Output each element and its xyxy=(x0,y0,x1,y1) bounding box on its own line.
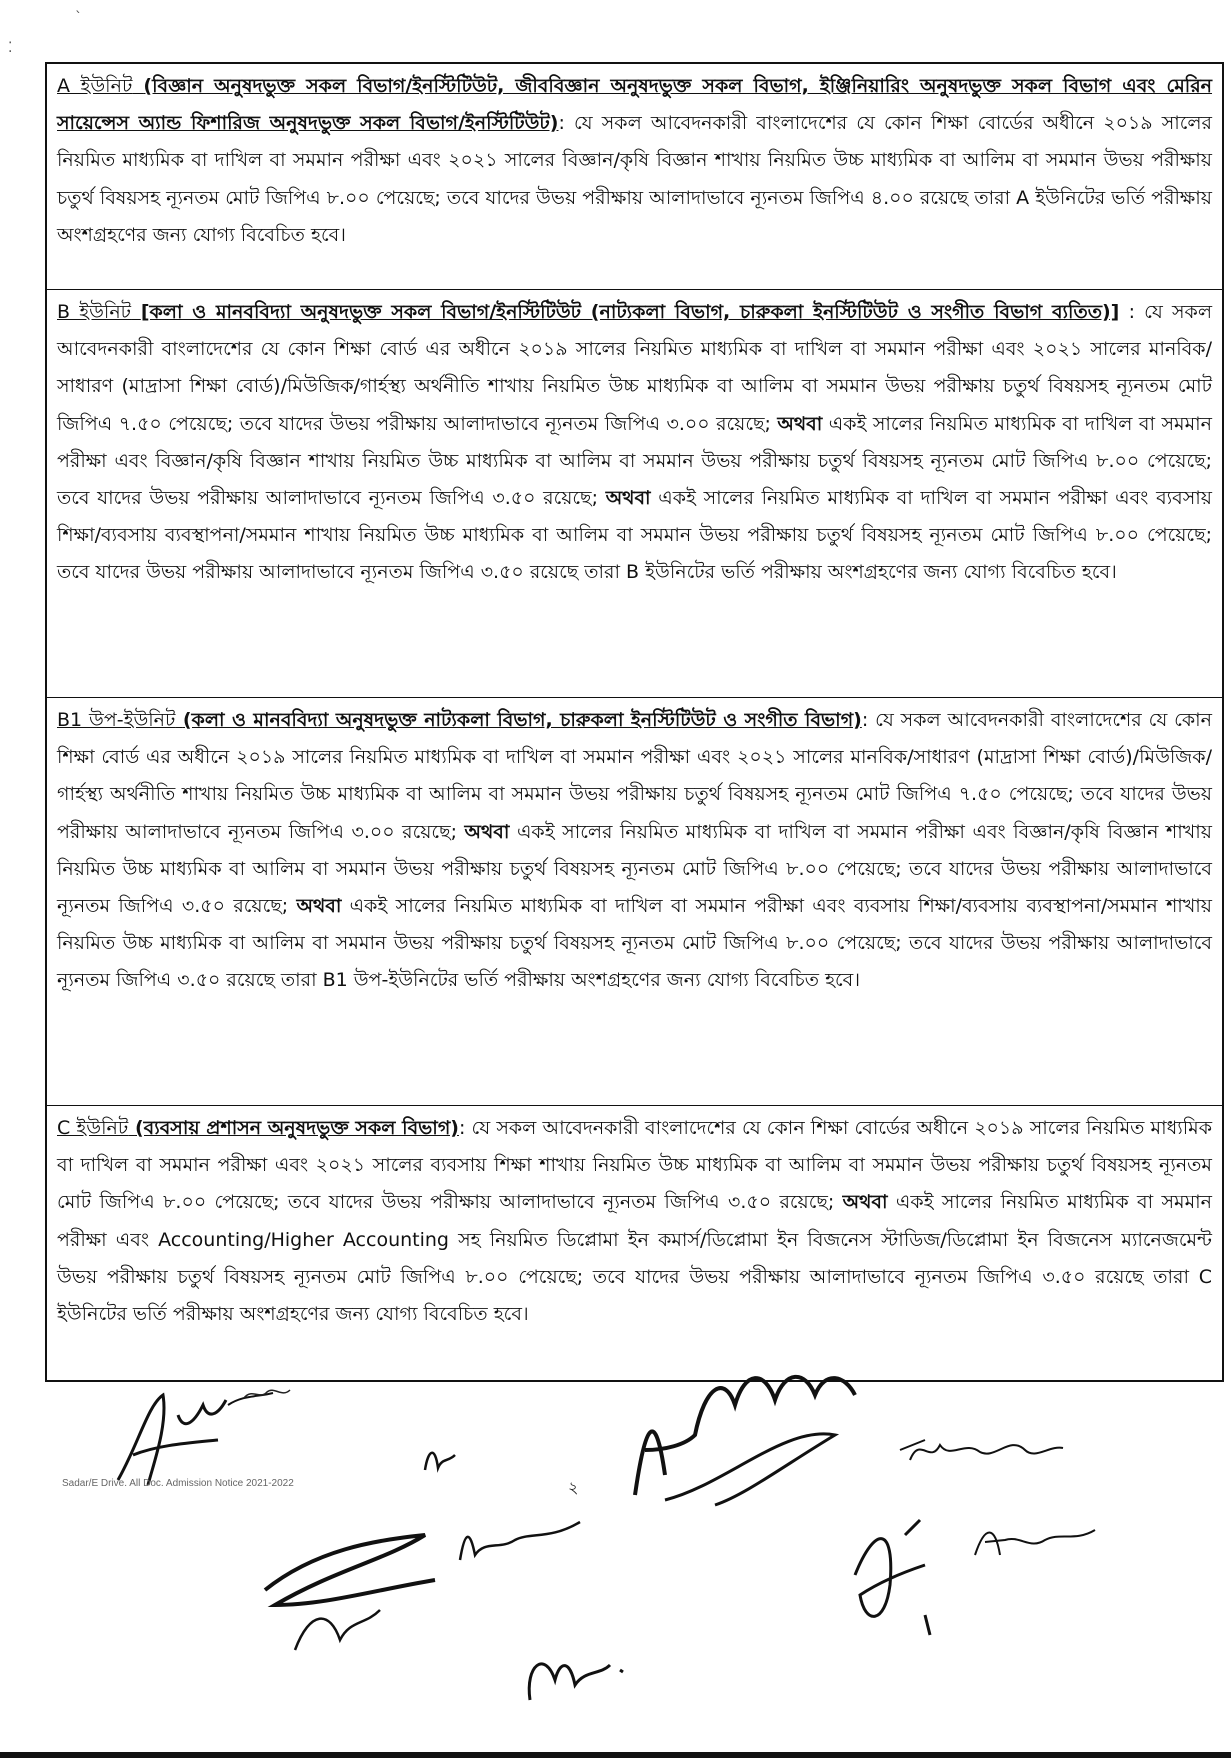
eligibility-table xyxy=(45,62,1224,1382)
signature-bottom-right xyxy=(835,1515,945,1649)
unit-b-or-1: অথবা xyxy=(777,412,823,435)
unit-b1-title xyxy=(57,709,862,731)
signature-bottom-mid-1 xyxy=(455,1510,585,1574)
unit-b-title xyxy=(57,301,1119,323)
unit-b1-title-lead: B1 উপ-ইউনিট xyxy=(57,709,176,731)
unit-b-title-body: [কলা ও মানববিদ্যা অনুষদভুক্ত সকল বিভাগ/ইনস্টিটিউট (নাট্যকলা বিভাগ, চারুকলা ইনস্টিটিউট ও সংগীত বিভাগ ব্যতিত)] xyxy=(140,301,1120,323)
scan-bottom-edge xyxy=(0,1752,1231,1758)
unit-b-text-1: : যে সকল আবেদনকারী বাংলাদেশের যে কোন শিক্ষা বোর্ড এর অধীনে ২০১৯ সালের নিয়মিত মাধ্যমিক বা দাখিল বা সমমান পরীক্ষা এবং ২০২১ সালের মানবিক/সাধারণ (মাদ্রাসা শিক্ষা বোর্ড)/মিউজিক/গার্হস্থ্য অর্থনীতি শাখায় নিয়মিত উচ্চ মাধ্যমিক বা আলিম বা সমমান উভয় পরীক্ষায় চতুর্থ বিষয়সহ ন্যূনতম মোট জিপিএ ৭.৫০ পেয়েছে; তবে যাদের উভয় পরীক্ষায় আলাদাভাবে ন্যূনতম জিপিএ ৩.০০ রয়েছে; xyxy=(57,301,1212,435)
scan-speck: ˋ xyxy=(75,10,82,26)
unit-a-section xyxy=(47,64,1222,290)
unit-b-or-2: অথবা xyxy=(605,487,651,510)
signature-right-1 xyxy=(895,1430,1065,1474)
page-number: ২ xyxy=(568,1478,579,1497)
unit-c-text-2: একই সালের নিয়মিত মাধ্যমিক বা সমমান পরীক্ষা এবং Accounting/Higher Accounting সহ নিয়মিত ডিপ্লোমা ইন কমার্স/ডিপ্লোমা ইন বিজনেস স্টাডিজ/ডিপ্লোমা ইন বিজনেস ম্যানেজমেন্ট উভয় পরীক্ষায় চতুর্থ বিষয়সহ ন্যূনতম মোট জিপিএ ৮.০০ পেয়েছে; তবে যাদের উভয় পরীক্ষায় আলাদাভাবে ন্যূনতম জিপিএ ৩.৫০ রয়েছে তারা C ইউনিটের ভর্তি পরীক্ষায় অংশগ্রহণের জন্য যোগ্য বিবেচিত হবে। xyxy=(57,1191,1213,1326)
unit-b1-text-1: : যে সকল আবেদনকারী বাংলাদেশের যে কোন শিক্ষা বোর্ড এর অধীনে ২০১৯ সালের নিয়মিত মাধ্যমিক বা দাখিল বা সমমান পরীক্ষা এবং ২০২১ সালের মানবিক/সাধারণ (মাদ্রাসা শিক্ষা বোর্ড)/মিউজিক/গার্হস্থ্য অর্থনীতি শাখায় নিয়মিত উচ্চ মাধ্যমিক বা আলিম বা সমমান উভয় পরীক্ষায় চতুর্থ বিষয়সহ ন্যূনতম মোট জিপিএ ৭.৫০ পেয়েছে; তবে যাদের উভয় পরীক্ষায় আলাদাভাবে ন্যূনতম জিপিএ ৩.০০ রয়েছে; xyxy=(57,709,1213,843)
unit-b1-or-2: অথবা xyxy=(296,895,342,918)
unit-b1-title-body: (কলা ও মানববিদ্যা অনুষদভুক্ত নাট্যকলা বিভাগ, চারুকলা ইনস্টিটিউট ও সংগীত বিভাগ) xyxy=(182,709,862,731)
signature-bottom-mid-2 xyxy=(520,1640,640,1714)
unit-b1-text-2: একই সালের নিয়মিত মাধ্যমিক বা দাখিল বা সমমান পরীক্ষা এবং বিজ্ঞান/কৃষি বিজ্ঞান শাখায় নিয়মিত উচ্চ মাধ্যমিক বা আলিম বা সমমান উভয় পরীক্ষায় চতুর্থ বিষয়সহ ন্যূনতম মোট জিপিএ ৮.০০ পেয়েছে; তবে যাদের উভয় পরীক্ষায় আলাদাভাবে ন্যূনতম জিপিএ ৩.৫০ রয়েছে; xyxy=(57,820,1212,918)
unit-b1-text-3: একই সালের নিয়মিত মাধ্যমিক বা দাখিল বা সমমান পরীক্ষা এবং ব্যবসায় শিক্ষা/ব্যবসায় ব্যবস্থাপনা/সমমান শাখায় নিয়মিত উচ্চ মাধ্যমিক বা আলিম বা সমমান উভয় পরীক্ষায় চতুর্থ বিষয়সহ ন্যূনতম মোট জিপিএ ৮.০০ পেয়েছে; তবে যাদের উভয় পরীক্ষায় আলাদাভাবে ন্যূনতম জিপিএ ৩.৫০ রয়েছে তারা B1 উপ-ইউনিটের ভর্তি পরীক্ষায় অংশগ্রহণের জন্য যোগ্য বিবেচিত হবে। xyxy=(57,895,1213,992)
unit-b-text-3: একই সালের নিয়মিত মাধ্যমিক বা দাখিল বা সমমান পরীক্ষা এবং ব্যবসায় শিক্ষা/ব্যবসায় ব্যবস্থাপনা/সমমান শাখায় নিয়মিত উচ্চ মাধ্যমিক বা আলিম বা সমমান উভয় পরীক্ষায় চতুর্থ বিষয়সহ ন্যূনতম মোট জিপিএ ৮.০০ পেয়েছে; তবে যাদের উভয় পরীক্ষায় আলাদাভাবে ন্যূনতম জিপিএ ৩.৫০ রয়েছে তারা B ইউনিটের ভর্তি পরীক্ষায় অংশগ্রহণের জন্য যোগ্য বিবেচিত হবে। xyxy=(57,487,1212,584)
unit-b1-or-1: অথবা xyxy=(464,820,510,843)
unit-a-title-lead: A ইউনিট xyxy=(57,75,133,97)
signature-bottom-left xyxy=(255,1510,455,1664)
unit-c-or-1: অথবা xyxy=(842,1191,888,1214)
unit-c-title xyxy=(57,1117,459,1139)
unit-b-text-2: একই সালের নিয়মিত মাধ্যমিক বা দাখিল বা সমমান পরীক্ষা এবং বিজ্ঞান/কৃষি বিজ্ঞান শাখায় নিয়মিত উচ্চ মাধ্যমিক বা আলিম বা সমমান উভয় পরীক্ষায় চতুর্থ বিষয়সহ ন্যূনতম মোট জিপিএ ৮.০০ পেয়েছে; তবে যাদের উভয় পরীক্ষায় আলাদাভাবে ন্যূনতম জিপিএ ৩.৫০ রয়েছে; xyxy=(57,412,1212,510)
unit-c-text-1: : যে সকল আবেদনকারী বাংলাদেশের যে কোন শিক্ষা বোর্ডের অধীনে ২০১৯ সালের নিয়মিত মাধ্যমিক বা দাখিল বা সমমান পরীক্ষা এবং ২০২১ সালের ব্যবসায় শিক্ষা শাখায় নিয়মিত উচ্চ মাধ্যমিক বা আলিম বা সমমান উভয় পরীক্ষায় চতুর্থ বিষয়সহ ন্যূনতম মোট জিপিএ ৮.০০ পেয়েছে; তবে যাদের উভয় পরীক্ষায় আলাদাভাবে ন্যূনতম জিপিএ ৩.৫০ রয়েছে; xyxy=(57,1117,1213,1214)
unit-a-title-body: (বিজ্ঞান অনুষদভুক্ত সকল বিভাগ/ইনস্টিটিউট, জীববিজ্ঞান অনুষদভুক্ত সকল বিভাগ, ইঞ্জিনিয়ারিং অনুষদভুক্ত সকল বিভাগ এবং মেরিন সায়েন্সেস অ্যান্ড ফিশারিজ অনুষদভুক্ত সকল বিভাগ/ইনস্টিটিউট) xyxy=(57,75,1213,135)
unit-b-title-lead: B ইউনিট xyxy=(57,301,132,323)
signature-center-large xyxy=(625,1365,885,1519)
scan-speck: ⁚ xyxy=(8,40,13,56)
unit-c-title-lead: C ইউনিট xyxy=(57,1117,129,1139)
unit-b1-section xyxy=(47,698,1222,1106)
signature-small-mid xyxy=(420,1440,460,1484)
unit-c-title-body: (ব্যবসায় প্রশাসন অনুষদভুক্ত সকল বিভাগ) xyxy=(134,1117,459,1139)
signature-right-2 xyxy=(970,1520,1100,1564)
unit-b-section xyxy=(47,290,1222,698)
signature-top-left-note xyxy=(242,1384,292,1408)
file-path-note: Sadar/E Drive. All Doc. Admission Notice 2021-2022 xyxy=(62,1478,294,1489)
unit-a-text: : যে সকল আবেদনকারী বাংলাদেশের যে কোন শিক্ষা বোর্ডের অধীনে ২০১৯ সালের নিয়মিত মাধ্যমিক বা দাখিল বা সমমান পরীক্ষা এবং ২০২১ সালের বিজ্ঞান/কৃষি বিজ্ঞান শাখায় নিয়মিত উচ্চ মাধ্যমিক বা আলিম বা সমমান উভয় পরীক্ষায় চতুর্থ বিষয়সহ ন্যূনতম মোট জিপিএ ৮.০০ পেয়েছে; তবে যাদের উভয় পরীক্ষায় আলাদাভাবে ন্যূনতম জিপিএ ৪.০০ রয়েছে তারা A ইউনিটের ভর্তি পরীক্ষায় অংশগ্রহণের জন্য যোগ্য বিবেচিত হবে। xyxy=(57,112,1212,246)
unit-c-section xyxy=(47,1106,1222,1380)
